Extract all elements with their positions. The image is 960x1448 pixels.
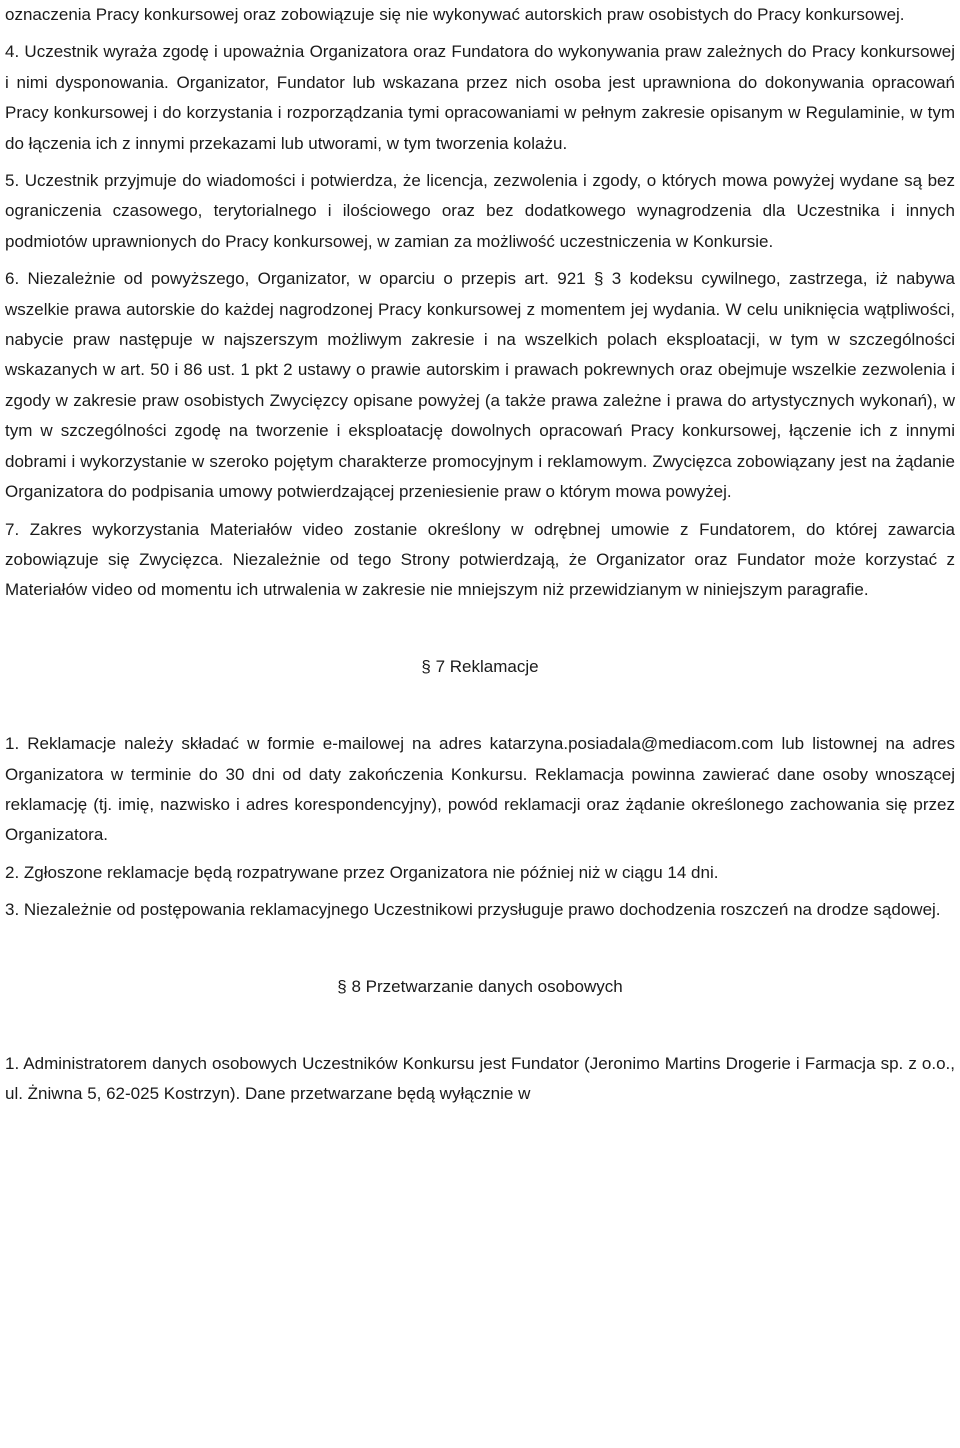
paragraph-6-4: 4. Uczestnik wyraża zgodę i upoważnia Organizatora oraz Fundatora do wykonywania praw zależnych do Pracy konkursowej i nimi dysponowania. Organizator, Fundator lub wskazana przez nich osoba jest uprawniona do dokonywania opracowań Pracy konkursowej i do korzystania i rozporządzania tymi opracowaniami w pełnym zakresie opisanym w Regulaminie, w tym do łączenia ich z innymi przekazami lub utworami, w tym tworzenia kolażu. xyxy=(5,42,955,153)
paragraph-6-5: 5. Uczestnik przyjmuje do wiadomości i potwierdza, że licencja, zezwolenia i zgody, o których mowa powyżej wydane są bez ograniczenia czasowego, terytorialnego i ilościowego oraz bez dodatkowego wynagrodzenia dla Uczestnika i innych podmiotów uprawnionych do Pracy konkursowej, w zamian za możliwość uczestniczenia w Konkursie. xyxy=(5,171,955,251)
paragraph-7-2: 2. Zgłoszone reklamacje będą rozpatrywane przez Organizatora nie później niż w ciągu 14 dni. xyxy=(5,862,719,882)
paragraph-8-1: 1. Administratorem danych osobowych Uczestników Konkursu jest Fundator (Jeronimo Martins Drogerie i Farmacja sp. z o.o., ul. Żniwna 5, 62-025 Kostrzyn). Dane przetwarzane będą wyłącznie w xyxy=(5,1053,955,1104)
intro-paragraph: oznaczenia Pracy konkursowej oraz zobowiązuje się nie wykonywać autorskich praw osobistych do Pracy konkursowej. xyxy=(5,5,905,24)
paragraph-6-6: 6. Niezależnie od powyższego, Organizator, w oparciu o przepis art. 921 § 3 kodeksu cywilnego, zastrzega, iż nabywa wszelkie prawa autorskie do każdej nagrodzonej Pracy konkursowej z momentem jej wydania. W celu uniknięcia wątpliwości, nabycie praw następuje w najszerszym możliwym zakresie i na wszelkich polach eksploatacji, w tym w szczególności wskazanych w art. 50 i 86 ust. 1 pkt 2 ustawy o prawie autorskim i prawach pokrewnych oraz obejmuje wszelkie zezwolenia i zgody w zakresie praw osobistych Zwycięzcy opisane powyżej (a także prawa zależne i prawa do artystycznych wykonań), w tym w szczególności zgodę na tworzenie i eksploatację dowolnych opracowań Pracy konkursowej, łączenie ich z innymi dobrami i wykorzystanie w szeroko pojętym charakterze promocyjnym i reklamowym. Zwycięzca zobowiązany jest na żądanie Organizatora do podpisania umowy potwierdzającej przeniesienie praw o którym mowa powyżej. xyxy=(5,269,955,502)
section-7-heading: § 7 Reklamacje xyxy=(421,656,539,676)
document-page xyxy=(5,0,955,1117)
paragraph-7-3: 3. Niezależnie od postępowania reklamacyjnego Uczestnikowi przysługuje prawo dochodzenia roszczeń na drodze sądowej. xyxy=(5,900,941,920)
paragraph-6-7: 7. Zakres wykorzystania Materiałów video zostanie określony w odrębnej umowie z Fundatorem, do której zawarcia zobowiązuje się Zwycięzca. Niezależnie od tego Strony potwierdzają, że Organizator oraz Fundator może korzystać z Materiałów video od momentu ich utrwalenia w zakresie nie mniejszym niż przewidzianym w niniejszym paragrafie. xyxy=(5,519,955,600)
section-8-heading: § 8 Przetwarzanie danych osobowych xyxy=(337,976,623,996)
paragraph-7-1: 1. Reklamacje należy składać w formie e-mailowej na adres katarzyna.posiadala@mediacom.com lub listownej na adres Organizatora w terminie do 30 dni od daty zakończenia Konkursu. Reklamacja powinna zawierać dane osoby wnoszącej reklamację (tj. imię, nazwisko i adres korespondencyjny), powód reklamacji oraz żądanie określonego zachowania się przez Organizatora. xyxy=(5,734,955,845)
